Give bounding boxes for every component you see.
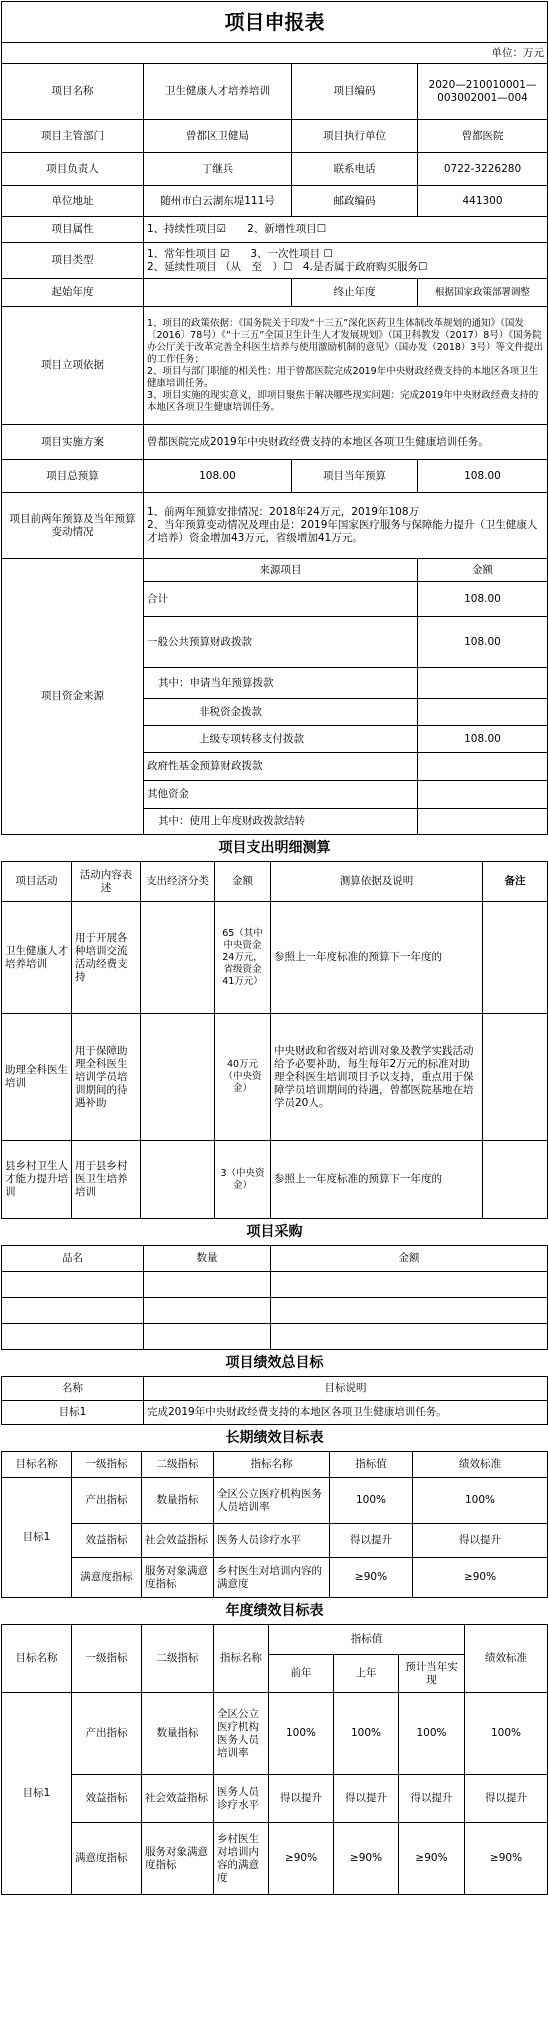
project-name-label: 项目名称	[2, 64, 144, 120]
project-code-value: 2020—210010001—003002001—004	[418, 64, 548, 120]
long-term-value: 得以提升	[330, 1524, 413, 1558]
long-term-header: 二级指标	[142, 1452, 214, 1478]
attr-label: 项目属性	[2, 217, 144, 243]
end-year-value: 根据国家政策部署调整	[418, 279, 548, 307]
long-term-header: 一级指标	[72, 1452, 142, 1478]
long-term-indicator: 全区公立医疗机构医务人员培训率	[214, 1478, 330, 1524]
basis-value: 1、项目的政策依据：《国务院关于印发“十三五”深化医药卫生体制改革规划的通知》（国发〔2016〕78号）《“十三五”全国卫生计生人才发展规划》（国卫科教发（2017）8号）《国务院办公厅关于改革完善全科医生培养与使用激励机制的意见》（国办发（2018）3号）等文件提出的工作任务； 2、项目与部门职能的相关性：用于曾都医院完成2019年中央财政经费支持的本地区各项卫生健康培训任务。 3、项目实施的现实意义，即项目聚焦于解决哪些现实问题：完成2019年中央财政经费支持的本地区各项卫生健康培训任务。	[144, 307, 548, 425]
expense-activity: 助理全科医生培训	[2, 1014, 72, 1141]
person-label: 项目负责人	[2, 153, 144, 186]
funding-col-source: 来源项目	[144, 559, 418, 582]
unit-label: 单位：万元	[2, 43, 548, 64]
project-application-form	[1, 1, 547, 1895]
expense-note	[483, 1141, 548, 1219]
annual-standard: 得以提升	[465, 1775, 548, 1823]
year-budget-label: 项目当年预算	[292, 460, 418, 493]
funding-row-amount	[418, 781, 548, 809]
expense-amount: 3（中央资金）	[215, 1141, 271, 1219]
annual-value-prev1: 得以提升	[334, 1775, 399, 1823]
phone-value: 0722-3226280	[418, 153, 548, 186]
funding-row-name: 其中：使用上年度财政拨款结转	[144, 809, 418, 835]
expense-header: 活动内容表述	[72, 862, 141, 902]
budget-change-value: 1、前两年预算安排情况：2018年24万元，2019年108万 2、当年预算变动情况及理由是：2019年国家医疗服务与保障能力提升（卫生健康人才培养）资金增加43万元，省级增加41万元。	[144, 493, 548, 559]
phone-label: 联系电话	[292, 153, 418, 186]
type-value: 1、常年性项目 ☑ 3、一次性项目 ☐ 2、延续性项目 （从 至 ）☐ 4.是否属于政府购买服务☐	[144, 243, 548, 279]
expense-header: 项目活动	[2, 862, 72, 902]
plan-value: 曾都医院完成2019年中央财政经费支持的本地区各项卫生健康培训任务。	[144, 425, 548, 460]
type-label: 项目类型	[2, 243, 144, 279]
long-term-target: 目标1	[2, 1478, 72, 1598]
annual-l2: 数量指标	[142, 1693, 214, 1775]
expense-content: 用于县乡村医卫生培养培训	[72, 1141, 141, 1219]
procurement-header: 品名	[2, 1246, 144, 1272]
annual-value-current: 得以提升	[399, 1775, 465, 1823]
procurement-cell	[271, 1298, 548, 1324]
expense-note	[483, 1014, 548, 1141]
annual-standard: 100%	[465, 1693, 548, 1775]
annual-indicator: 乡村医生对培训内容的满意度	[214, 1823, 269, 1895]
annual-target: 目标1	[2, 1693, 72, 1895]
annual-header: 指标值	[269, 1625, 465, 1655]
annual-subheader: 预计当年实现	[399, 1655, 465, 1693]
procurement-cell	[144, 1324, 271, 1350]
performance-total-table	[1, 1349, 548, 1425]
start-year-label: 起始年度	[2, 279, 144, 307]
annual-value-prev2: 100%	[269, 1693, 334, 1775]
perf-total-section-title: 项目绩效总目标	[2, 1350, 548, 1377]
annual-value-prev1: 100%	[334, 1693, 399, 1775]
long-term-standard: ≥90%	[413, 1558, 548, 1598]
expense-class	[141, 902, 215, 1014]
procurement-cell	[2, 1324, 144, 1350]
zip-value: 441300	[418, 186, 548, 217]
funding-row-name: 其他资金	[144, 781, 418, 809]
long-term-standard: 100%	[413, 1478, 548, 1524]
funding-row-amount: 108.00	[418, 617, 548, 668]
address-label: 单位地址	[2, 186, 144, 217]
budget-change-label: 项目前两年预算及当年预算变动情况	[2, 493, 144, 559]
procurement-cell	[2, 1272, 144, 1298]
annual-standard: ≥90%	[465, 1823, 548, 1895]
annual-header: 一级指标	[72, 1625, 142, 1693]
expense-header: 金额	[215, 862, 271, 902]
zip-label: 邮政编码	[292, 186, 418, 217]
project-name-value: 卫生健康人才培养培训	[144, 64, 292, 120]
total-budget-label: 项目总预算	[2, 460, 144, 493]
long-term-l2: 数量指标	[142, 1478, 214, 1524]
long-term-l1: 满意度指标	[72, 1558, 142, 1598]
long-term-l1: 效益指标	[72, 1524, 142, 1558]
long-term-l2: 服务对象满意度指标	[142, 1558, 214, 1598]
annual-l1: 效益指标	[72, 1775, 142, 1823]
annual-subheader: 上年	[334, 1655, 399, 1693]
procurement-header: 金额	[271, 1246, 548, 1272]
funding-row-amount	[418, 699, 548, 726]
expense-note	[483, 902, 548, 1014]
basis-label: 项目立项依据	[2, 307, 144, 425]
funding-row-name: 合计	[144, 582, 418, 617]
exec-unit-label: 项目执行单位	[292, 120, 418, 153]
procurement-section-title: 项目采购	[2, 1219, 548, 1246]
plan-label: 项目实施方案	[2, 425, 144, 460]
procurement-header: 数量	[144, 1246, 271, 1272]
procurement-table	[1, 1218, 548, 1350]
long-term-performance-table	[1, 1424, 548, 1598]
funding-label: 项目资金来源	[2, 559, 144, 835]
total-budget-value: 108.00	[144, 460, 292, 493]
funding-row-name: 政府性基金预算财政拨款	[144, 753, 418, 781]
perf-total-col-desc: 目标说明	[144, 1377, 548, 1401]
annual-value-prev2: 得以提升	[269, 1775, 334, 1823]
dept-value: 曾都区卫健局	[144, 120, 292, 153]
expense-amount: 40万元（中央资金）	[215, 1014, 271, 1141]
funding-row-amount: 108.00	[418, 726, 548, 753]
perf-total-desc: 完成2019年中央财政经费支持的本地区各项卫生健康培训任务。	[144, 1401, 548, 1425]
expense-header: 备注	[483, 862, 548, 902]
procurement-cell	[271, 1324, 548, 1350]
year-budget-value: 108.00	[418, 460, 548, 493]
annual-l1: 产出指标	[72, 1693, 142, 1775]
expense-section-title: 项目支出明细测算	[2, 835, 548, 862]
long-term-header: 绩效标准	[413, 1452, 548, 1478]
annual-l1: 满意度指标	[72, 1823, 142, 1895]
funding-row-amount	[418, 668, 548, 699]
annual-indicator: 全区公立医疗机构医务人员培训率	[214, 1693, 269, 1775]
procurement-cell	[144, 1272, 271, 1298]
address-value: 随州市白云湖东堤111号	[144, 186, 292, 217]
long-term-standard: 得以提升	[413, 1524, 548, 1558]
long-term-section-title: 长期绩效目标表	[2, 1425, 548, 1452]
expense-basis: 参照上一年度标准的预算下一年度的	[271, 902, 483, 1014]
funding-row-amount: 108.00	[418, 582, 548, 617]
long-term-header: 目标名称	[2, 1452, 72, 1478]
expense-activity: 卫生健康人才培养培训	[2, 902, 72, 1014]
funding-row-name: 一般公共预算财政拨款	[144, 617, 418, 668]
long-term-header: 指标名称	[214, 1452, 330, 1478]
annual-l2: 服务对象满意度指标	[142, 1823, 214, 1895]
project-code-label: 项目编码	[292, 64, 418, 120]
annual-value-current: 100%	[399, 1693, 465, 1775]
annual-value-prev1: ≥90%	[334, 1823, 399, 1895]
expense-amount: 65（其中中央资金24万元，省级资金41万元）	[215, 902, 271, 1014]
form-title: 项目申报表	[2, 2, 548, 43]
long-term-indicator: 乡村医生对培训内容的满意度	[214, 1558, 330, 1598]
annual-header: 指标名称	[214, 1625, 269, 1693]
annual-indicator: 医务人员诊疗水平	[214, 1775, 269, 1823]
dept-label: 项目主管部门	[2, 120, 144, 153]
long-term-header: 指标值	[330, 1452, 413, 1478]
expense-content: 用于保障助理全科医生培训学员培训期间的待遇补助	[72, 1014, 141, 1141]
long-term-indicator: 医务人员诊疗水平	[214, 1524, 330, 1558]
expense-basis: 中央财政和省级对培训对象及教学实践活动给予必要补助，每生每年2万元的标准对助理全科医生培训项目予以支持，重点用于保障学员培训期间的待遇，曾都医院基地在培学员20人。	[271, 1014, 483, 1141]
funding-row-amount	[418, 809, 548, 835]
expense-class	[141, 1014, 215, 1141]
annual-value-current: ≥90%	[399, 1823, 465, 1895]
attr-value: 1、持续性项目☑ 2、新增性项目☐	[144, 217, 548, 243]
long-term-l2: 社会效益指标	[142, 1524, 214, 1558]
long-term-l1: 产出指标	[72, 1478, 142, 1524]
annual-header: 目标名称	[2, 1625, 72, 1693]
procurement-cell	[271, 1272, 548, 1298]
annual-header: 二级指标	[142, 1625, 214, 1693]
funding-source-table	[1, 558, 548, 835]
procurement-cell	[144, 1298, 271, 1324]
annual-subheader: 前年	[269, 1655, 334, 1693]
funding-col-amount: 金额	[418, 559, 548, 582]
expense-basis: 参照上一年度标准的预算下一年度的	[271, 1141, 483, 1219]
exec-unit-value: 曾都医院	[418, 120, 548, 153]
expense-activity: 县乡村卫生人才能力提升培训	[2, 1141, 72, 1219]
funding-row-name: 上级专项转移支付拨款	[144, 726, 418, 753]
annual-l2: 社会效益指标	[142, 1775, 214, 1823]
person-value: 丁继兵	[144, 153, 292, 186]
annual-performance-table	[1, 1597, 548, 1895]
start-year-value	[144, 279, 292, 307]
expense-header: 支出经济分类	[141, 862, 215, 902]
perf-total-col-name: 名称	[2, 1377, 144, 1401]
end-year-label: 终止年度	[292, 279, 418, 307]
funding-row-amount	[418, 753, 548, 781]
expense-content: 用于开展各种培训交流活动经费支持	[72, 902, 141, 1014]
long-term-value: 100%	[330, 1478, 413, 1524]
expense-detail-table	[1, 834, 548, 1219]
annual-header: 绩效标准	[465, 1625, 548, 1693]
funding-row-name: 其中：申请当年预算拨款	[144, 668, 418, 699]
perf-total-name: 目标1	[2, 1401, 144, 1425]
expense-class	[141, 1141, 215, 1219]
procurement-cell	[2, 1298, 144, 1324]
annual-section-title: 年度绩效目标表	[2, 1598, 548, 1625]
long-term-value: ≥90%	[330, 1558, 413, 1598]
expense-header: 测算依据及说明	[271, 862, 483, 902]
basic-info-table	[1, 1, 548, 559]
funding-row-name: 非税资金拨款	[144, 699, 418, 726]
annual-value-prev2: ≥90%	[269, 1823, 334, 1895]
